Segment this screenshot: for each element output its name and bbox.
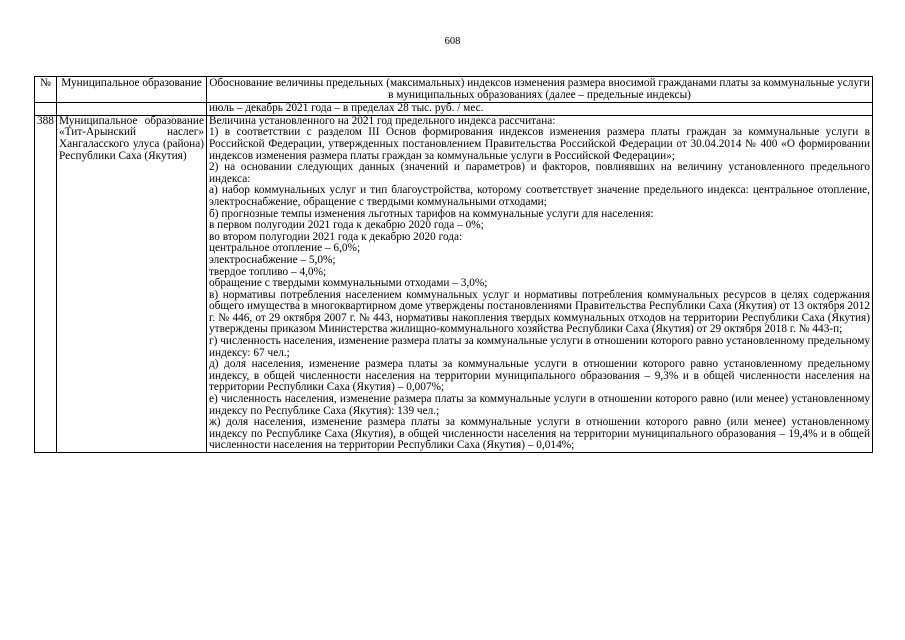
paragraph: в первом полугодии 2021 года к декабрю 2020 года – 0%; [209, 219, 484, 232]
paragraph: а) набор коммунальных услуг и тип благоустройства, которому соответствует значение предельного индекса: центральное отопление, электроснабжение, обращение с твердыми коммунальными отходами; [209, 184, 870, 208]
continuation-text: июль – декабрь 2021 года – в пределах 28 тыс. руб. / мес. [207, 103, 873, 116]
header-justification: Обоснование величины предельных (максимальных) индексов изменения размера вносимой гражданами платы за коммунальные услуги в муниципальных образованиях (далее – предельные индексы) [207, 77, 873, 103]
page-number: 608 [444, 36, 461, 47]
paragraph: д) доля населения, изменение размера платы за коммунальные услуги в отношении которого равно установленному предельному индексу, в общей численности населения на территории муниципального образования – 9,3% и в общей численности населения на территории Республики Саха (Якутия) – 0,007%; [209, 358, 870, 394]
table-row-continuation [35, 103, 873, 116]
paragraph: обращение с твердыми коммунальными отходами – 3,0%; [209, 277, 488, 290]
continuation-number-cell [35, 103, 57, 116]
header-number: № [35, 77, 57, 103]
row-justification [207, 115, 873, 452]
paragraph: е) численность населения, изменение размера платы за коммунальные услуги в отношении которого равно (или менее) установленному индексу по Республике Саха (Якутия): 139 чел.; [209, 393, 870, 417]
row-number: 388 [35, 115, 57, 452]
paragraph: твердое топливо – 4,0%; [209, 265, 327, 278]
paragraph: электроснабжение – 5,0%; [209, 253, 336, 266]
index-justification-table [34, 76, 873, 453]
paragraph: центральное отопление – 6,0%; [209, 242, 361, 255]
header-municipality: Муниципальное образование [57, 77, 207, 103]
table-row [35, 115, 873, 452]
table-header-row [35, 77, 873, 103]
paragraph: г) численность населения, изменение размера платы за коммунальные услуги в отношении которого равно установленному предельному индексу: 67 чел.; [209, 335, 870, 359]
paragraph: ж) доля населения, изменение размера платы за коммунальные услуги в отношении которого равно (или менее) установленному индексу по Республике Саха (Якутия), в общей численности населения на территории муниципального образования – 19,4% и в общей численности населения на территории Республики Саха (Якутия) – 0,014%; [209, 416, 870, 452]
paragraph: в) нормативы потребления населением коммунальных услуг и нормативы потребления коммунальных ресурсов в целях содержания общего имущества в многоквартирном доме утверждены постановлениями Правительства Республики Саха (Якутия) от 13 октября 2012 г. № 446, от 29 октября 2007 г. № 443, нормативы накопления твердых коммунальных отходов на территории Республики Саха (Якутия) утверждены приказом Министерства жилищно-коммунального хозяйства Республики Саха (Якутия) от 29 октября 2018 г. № 443-п; [209, 288, 870, 336]
paragraph: во втором полугодии 2021 года к декабрю 2020 года: [209, 230, 463, 243]
continuation-municipality-cell [57, 103, 207, 116]
paragraph: б) прогнозные темпы изменения льготных тарифов на коммунальные услуги для населения: [209, 207, 654, 220]
row-municipality: Муниципальное образование «Тит-Арынский наслег» Хангаласского улуса (района) Республики Саха (Якутия) [57, 115, 207, 452]
paragraph: 1) в соответствии с разделом III Основ формирования индексов изменения размера платы граждан за коммунальные услуги в Российской Федерации, утвержденных постановлением Правительства Российской Федерации от 30.04.2014 № 400 «О формировании индексов изменения размера платы граждан за коммунальные услуги в Российской Федерации»; [209, 126, 870, 162]
paragraph: Величина установленного на 2021 год предельного индекса рассчитана: [209, 114, 556, 127]
paragraph: 2) на основании следующих данных (значений и параметров) и факторов, повлиявших на величину установленного предельного индекса: [209, 161, 870, 185]
